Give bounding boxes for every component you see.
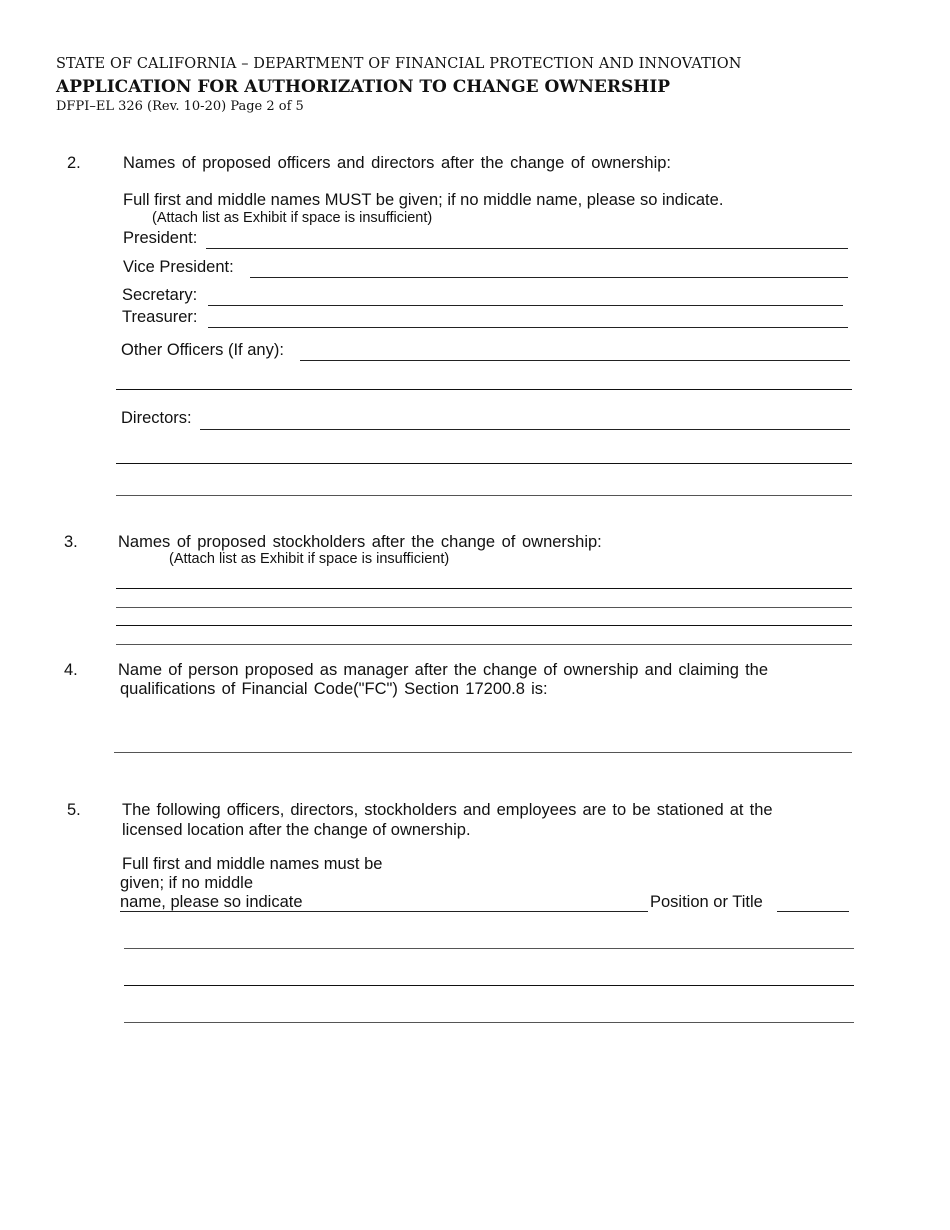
- section-3-heading: Names of proposed stockholders after the change of ownership:: [118, 533, 602, 551]
- names-column-rule: [120, 911, 648, 912]
- vice-president-field[interactable]: [250, 255, 848, 278]
- president-field[interactable]: [206, 226, 848, 249]
- section-2-heading: Names of proposed officers and directors after the change of ownership:: [123, 154, 671, 172]
- section-4-line-1: Name of person proposed as manager after the change of ownership and claiming the: [118, 661, 769, 679]
- section-2-attach-note: (Attach list as Exhibit if space is insufficient): [152, 210, 433, 226]
- directors-label: Directors:: [121, 409, 192, 427]
- stationed-line-2[interactable]: [124, 985, 854, 986]
- section-5-line-1: The following officers, directors, stockholders and employees are to be stationed at the: [122, 801, 773, 819]
- secretary-field[interactable]: [208, 283, 843, 306]
- section-3-number: 3.: [64, 533, 78, 551]
- other-officers-line[interactable]: [116, 389, 852, 390]
- section-5-number: 5.: [67, 801, 81, 819]
- section-4-line-2: qualifications of Financial Code("FC") Section 17200.8 is:: [120, 680, 548, 698]
- directors-field[interactable]: [200, 407, 850, 430]
- stockholders-line-2[interactable]: [116, 607, 852, 608]
- position-column-rule: [777, 911, 849, 912]
- treasurer-label: Treasurer:: [122, 308, 198, 326]
- position-title-label: Position or Title: [650, 893, 763, 911]
- section-2-number: 2.: [67, 154, 81, 172]
- stationed-line-3[interactable]: [124, 1022, 854, 1023]
- other-officers-field[interactable]: [300, 338, 850, 361]
- other-officers-label: Other Officers (If any):: [121, 341, 284, 359]
- form-id: DFPI–EL 326 (Rev. 10-20) Page 2 of 5: [56, 99, 304, 114]
- names-instruction-2: given; if no middle: [120, 874, 253, 892]
- treasurer-field[interactable]: [208, 305, 848, 328]
- directors-line-2[interactable]: [116, 495, 852, 496]
- form-title: APPLICATION FOR AUTHORIZATION TO CHANGE OWNERSHIP: [56, 77, 671, 97]
- secretary-label: Secretary:: [122, 286, 198, 304]
- stockholders-line-3[interactable]: [116, 625, 852, 626]
- directors-line-1[interactable]: [116, 463, 852, 464]
- section-4-number: 4.: [64, 661, 78, 679]
- section-3-attach-note: (Attach list as Exhibit if space is insufficient): [169, 551, 450, 567]
- section-5-line-2: licensed location after the change of ownership.: [122, 821, 471, 839]
- names-instruction-3: name, please so indicate: [120, 893, 303, 911]
- agency-name: STATE OF CALIFORNIA – DEPARTMENT OF FINANCIAL PROTECTION AND INNOVATION: [56, 56, 742, 72]
- vice-president-label: Vice President:: [123, 258, 234, 276]
- stockholders-line-4[interactable]: [116, 644, 852, 645]
- manager-name-line[interactable]: [114, 752, 852, 753]
- stationed-line-1[interactable]: [124, 948, 854, 949]
- names-instruction-1: Full first and middle names must be: [122, 855, 383, 873]
- stockholders-line-1[interactable]: [116, 588, 852, 589]
- president-label: President:: [123, 229, 198, 247]
- section-2-instruction: Full first and middle names MUST be given; if no middle name, please so indicate.: [123, 191, 724, 209]
